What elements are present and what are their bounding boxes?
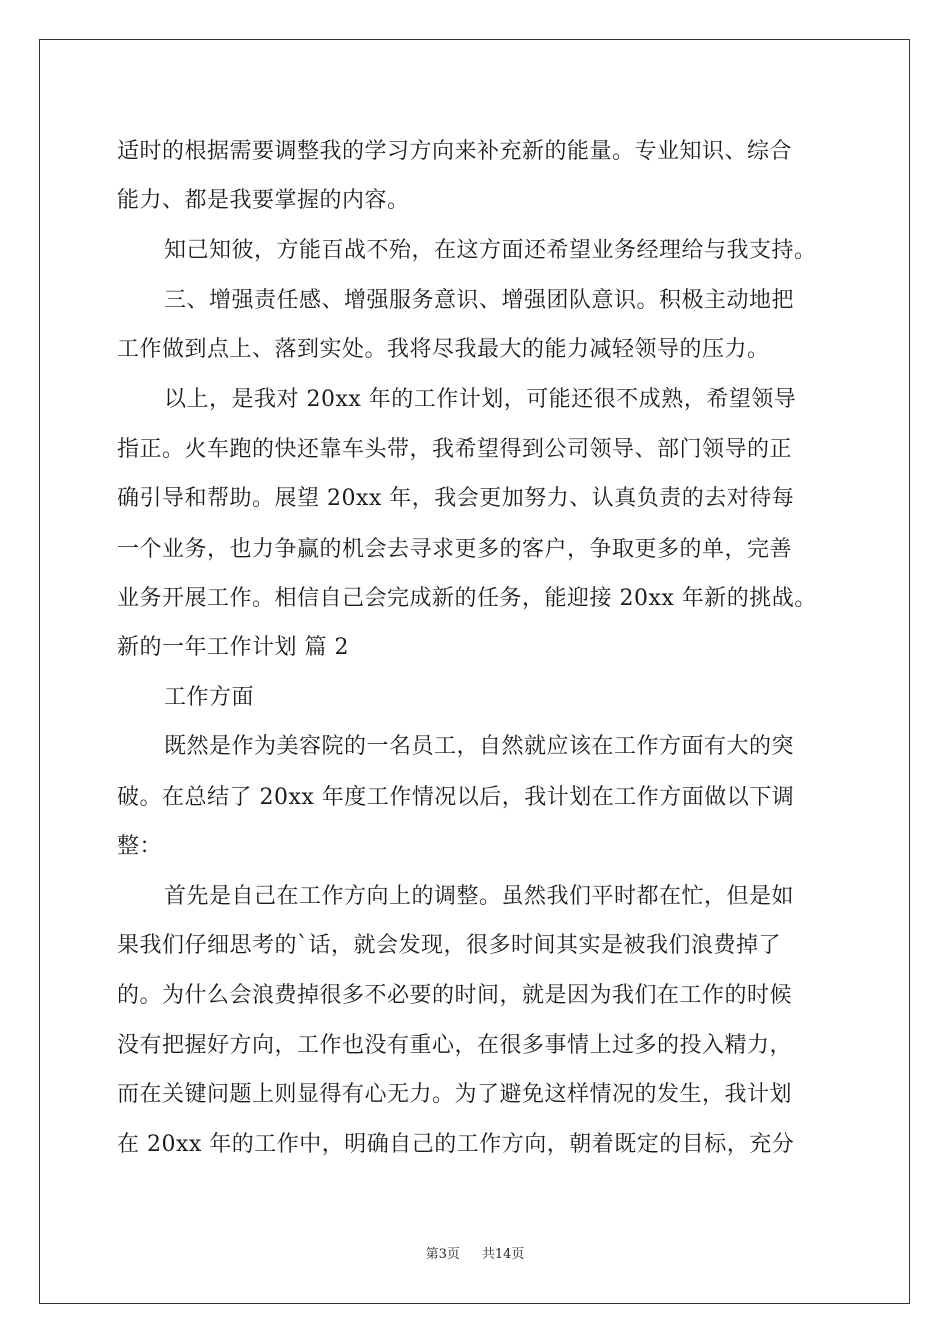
body-line-3: 知己知彼，方能百战不殆，在这方面还希望业务经理给与我支持。 (164, 238, 817, 263)
body-line-10: 业务开展工作。相信自己会完成新的任务，能迎接 20xx 年新的挑战。 (117, 586, 817, 611)
body-line-16: 首先是自己在工作方向上的调整。虽然我们平时都在忙，但是如 (164, 884, 795, 909)
body-line-13: 既然是作为美容院的一名员工，自然就应该在工作方面有大的突 (164, 734, 795, 759)
body-line-1: 适时的根据需要调整我的学习方向来补充新的能量。专业知识、综合 (117, 139, 793, 164)
page-number-current: 第3页 (425, 1247, 460, 1262)
body-line-9: 一个业务，也力争赢的机会去寻求更多的客户，争取更多的单，完善 (117, 537, 793, 562)
body-line-2: 能力、都是我要掌握的内容。 (117, 188, 410, 213)
body-line-6: 以上，是我对 20xx 年的工作计划，可能还很不成熟，希望领导 (164, 387, 797, 412)
section-heading: 新的一年工作计划 篇 2 (117, 635, 349, 660)
body-line-4: 三、增强责任感、增强服务意识、增强团队意识。积极主动地把 (164, 288, 795, 313)
subsection-heading: 工作方面 (164, 685, 255, 710)
body-line-17: 果我们仔细思考的`话，就会发现，很多时间其实是被我们浪费掉了 (117, 933, 782, 958)
body-line-7: 指正。火车跑的快还靠车头带，我希望得到公司领导、部门领导的正 (117, 437, 793, 462)
page-border (39, 39, 910, 1304)
body-line-21: 在 20xx 年的工作中，明确自己的工作方向，朝着既定的目标，充分 (117, 1132, 795, 1157)
page-number-total: 共14页 (481, 1247, 525, 1262)
body-line-18: 的。为什么会浪费掉很多不必要的时间，就是因为我们在工作的时候 (117, 983, 793, 1008)
body-line-8: 确引导和帮助。展望 20xx 年，我会更加努力、认真负责的去对待每 (117, 486, 795, 511)
body-line-14: 破。在总结了 20xx 年度工作情况以后，我计划在工作方面做以下调 (117, 785, 795, 810)
body-line-19: 没有把握好方向，工作也没有重心，在很多事情上过多的投入精力， (117, 1033, 793, 1058)
body-line-5: 工作做到点上、落到实处。我将尽我最大的能力减轻领导的压力。 (117, 337, 770, 362)
page-footer (0, 1246, 950, 1264)
body-line-20: 而在关键问题上则显得有心无力。为了避免这样情况的发生，我计划 (117, 1082, 793, 1107)
body-line-15: 整： (117, 834, 163, 859)
